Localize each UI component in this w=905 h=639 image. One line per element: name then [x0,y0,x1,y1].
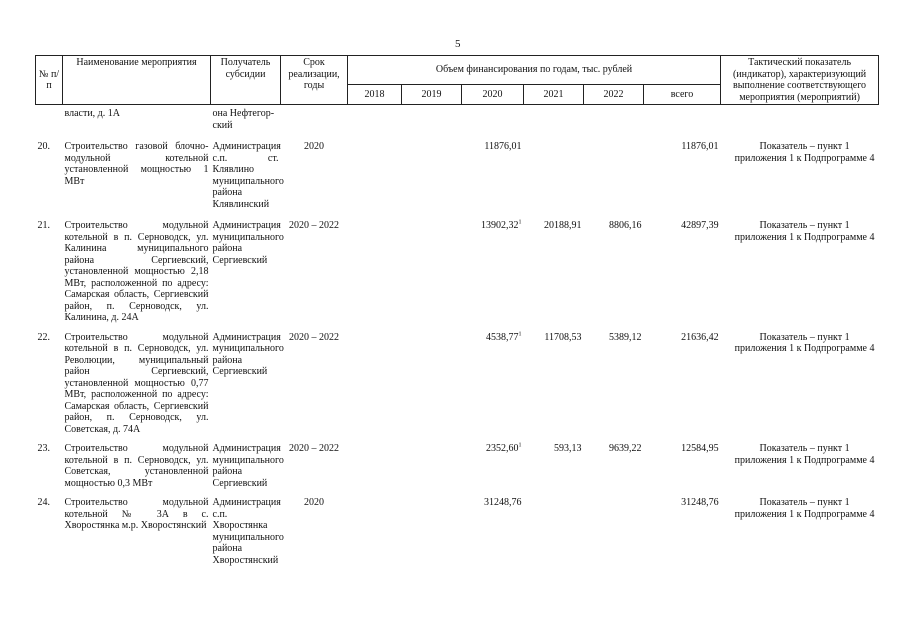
row-term [281,141,348,210]
row-num-text: 20. [37,141,50,152]
row-spacer [36,435,879,443]
row-2022 [584,497,644,566]
row-recipient-text: Администрация с.п. ст. Клявлино муниципального района Клявлинский [212,141,284,210]
carry-over-row [36,105,879,132]
row-indicator-text: Показатель – пункт 1 приложения 1 к Подпрограмме 4 [734,443,875,466]
row-2022 [584,443,644,489]
footnote-mark: 1 [518,219,522,226]
row-2021 [524,141,584,210]
row-recipient [211,220,284,324]
row-total [644,443,721,489]
row-num [36,443,63,489]
row-2021-text: 11708,53 [544,331,582,343]
row-num-text: 22. [37,331,50,343]
row-total [644,220,721,324]
row-indicator-text: Показатель – пункт 1 приложения 1 к Подпрограмме 4 [734,220,875,243]
row-2020-text: 13902,32 [481,220,519,231]
row-2019 [402,332,462,436]
row-2021 [524,443,584,489]
row-recipient-text: Администрация с.п. Хворостянка муниципального района Хворостянский [212,497,284,566]
row-2022-text: 5389,12 [609,331,642,343]
header-year-2020: 2020 [462,85,524,105]
row-2020 [462,220,524,324]
table-row [36,141,879,210]
row-2020 [462,332,524,436]
header-recipient: Получатель субсидии [211,56,281,105]
row-recipient-text: Администрация муниципального района Сергиевский [212,220,284,266]
row-total-text: 21636,42 [681,331,719,343]
row-term-text: 2020 – 2022 [289,220,339,231]
header-year-2021: 2021 [524,85,584,105]
row-2022-text: 8806,16 [609,220,642,231]
row-2019 [402,443,462,489]
row-total [644,332,721,436]
row-2020-text: 4538,77 [486,331,519,343]
row-2018 [348,332,402,436]
row-name-text: Строительство модульной котельной в п. Серноводск, ул. Калинина муниципального района Сергиевский, установленной мощностью 2,18 МВт, расположенной по адресу: Самарская область, Сергиевский район, п. Серноводск, ул. Калинина, д. 24А [64,220,209,323]
row-num-text: 21. [37,220,50,231]
row-2019 [402,141,462,210]
row-indicator [721,497,879,566]
row-spacer [36,324,879,332]
row-name [63,443,211,489]
row-2021 [524,497,584,566]
row-indicator-text: Показатель – пункт 1 приложения 1 к Подпрограмме 4 [734,141,875,164]
row-2020 [462,443,524,489]
row-2022-text: 9639,22 [609,443,642,454]
row-num [36,141,63,210]
row-total-text: 12584,95 [681,443,719,454]
row-indicator [721,332,879,436]
row-total [644,497,721,566]
row-indicator-text: Показатель – пункт 1 приложения 1 к Подпрограмме 4 [734,497,875,520]
row-term-text: 2020 [304,497,324,508]
row-indicator [721,141,879,210]
row-recipient-text: Администрация муниципального района Сергиевский [212,443,284,489]
row-2019 [402,497,462,566]
table-row [36,497,879,566]
row-indicator-text: Показатель – пункт 1 приложения 1 к Подпрограмме 4 [734,331,875,354]
row-indicator [721,443,879,489]
header-year-2019: 2019 [402,85,462,105]
row-spacer [36,210,879,220]
row-2022 [584,220,644,324]
row-name-text: Строительство модульной котельной в п. Серноводск, ул. Революции, муниципальный район Сергиевский, установленной мощностью 0,77 МВт, расположенной по адресу: Самарская область, Сергиевский район, п. Серноводск, ул. Советская, д. 74А [64,331,209,435]
row-2021-text: 593,13 [554,443,582,454]
row-recipient [211,443,284,489]
row-recipient-text: Администрация муниципального района Сергиевский [212,331,284,377]
row-2018 [348,443,402,489]
row-num-text: 24. [37,497,50,508]
row-recipient [211,141,284,210]
header-num: № п/п [36,56,63,105]
row-2018 [348,220,402,324]
page-number: 5 [455,38,461,50]
row-term [281,332,348,436]
row-2018 [348,497,402,566]
table-row [36,443,879,489]
row-name [63,141,211,210]
table-row [36,332,879,436]
carry-over-recipient: она Нефтегор-ский [212,108,275,131]
row-total-text: 42897,39 [681,220,719,231]
row-2020-text: 2352,60 [486,443,519,454]
header-year-2022: 2022 [584,85,644,105]
row-num [36,497,63,566]
row-2021 [524,220,584,324]
financing-table [35,55,879,566]
row-spacer [36,489,879,497]
row-2020-text: 11876,01 [484,141,522,152]
row-2021-text: 20188,91 [544,220,582,231]
row-term [281,220,348,324]
row-term-text: 2020 [304,141,324,152]
row-num [36,220,63,324]
row-term [281,443,348,489]
row-2021 [524,332,584,436]
row-2020 [462,141,524,210]
table-row [36,220,879,324]
row-indicator [721,220,879,324]
row-2022 [584,141,644,210]
row-term-text: 2020 – 2022 [289,443,339,454]
header-total: всего [644,85,721,105]
row-2019 [402,220,462,324]
row-spacer [36,131,879,141]
footnote-mark: 1 [518,442,522,449]
row-total [644,141,721,210]
row-recipient [211,331,284,436]
row-name-text: Строительство модульной котельной в п. Серноводск, ул. Советская, установленной мощностью 0,3 МВт [64,443,209,489]
row-recipient [211,497,284,566]
header-financing: Объем финансирования по годам, тыс. рублей [348,56,721,85]
carry-over-name: власти, д. 1А [64,108,120,119]
header-year-2018: 2018 [348,85,402,105]
row-total-text: 11876,01 [681,141,719,152]
row-name-text: Строительство модульной котельной № 3А в с. Хворостянка м.р. Хворостянский [64,497,209,531]
row-total-text: 31248,76 [681,497,719,508]
header-name: Наименование мероприятия [63,56,211,105]
row-name [63,220,211,324]
row-name [63,332,211,436]
row-2022 [584,332,644,436]
table-header [36,56,879,105]
footnote-mark: 1 [518,331,522,338]
row-2020-text: 31248,76 [484,497,522,508]
row-num-text: 23. [37,443,50,454]
header-indicator: Тактический показатель (индикатор), характеризующий выполнение соответствующего мероприятия (мероприятий) [721,56,879,105]
row-2018 [348,141,402,210]
row-name-text: Строительство газовой блочно-модульной котельной установленной мощностью 1 МВт [64,141,209,187]
row-2020 [462,497,524,566]
row-term [281,497,348,566]
header-term: Срок реализации, годы [281,56,348,105]
row-num [36,332,63,436]
row-term-text: 2020 – 2022 [289,331,339,343]
table-body [36,105,879,567]
row-name [63,497,211,566]
